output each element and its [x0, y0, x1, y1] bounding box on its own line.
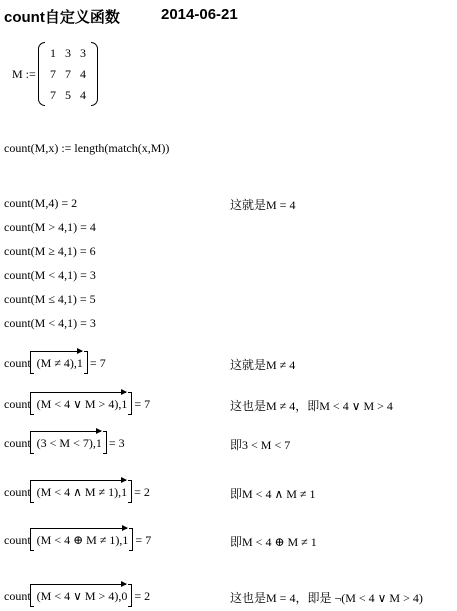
result: = 7	[86, 356, 106, 370]
vectorized-condition: (M < 4 ∨ M > 4)	[36, 589, 119, 603]
argument: ,1	[73, 356, 83, 370]
function-definition: count(M,x) := length(match(x,M))	[4, 141, 170, 155]
vectorize-arrow-icon	[34, 351, 82, 352]
matrix-cell: 7	[50, 67, 56, 81]
matrix-right-paren	[91, 42, 98, 106]
expression: count(M < 4,1) = 3	[4, 268, 96, 282]
note: 这就是M ≠ 4	[230, 358, 296, 372]
matrix-left-paren	[38, 42, 45, 106]
vectorized-condition: (M < 4 ∨ M > 4)	[36, 397, 119, 411]
vectorized-condition: (M < 4 ∧ M ≠ 1)	[36, 485, 119, 499]
note: 即3 < M < 7	[230, 438, 291, 452]
vectorized-condition: (M < 4 ⊕ M ≠ 1)	[36, 533, 120, 547]
vectorize-arrow-icon	[34, 480, 126, 481]
expression: count(M < 4,1) = 3	[4, 316, 96, 330]
note: 这也是M = 4，即是 ¬(M < 4 ∨ M > 4)	[230, 591, 423, 605]
matrix-M	[38, 42, 98, 106]
vectorized-condition: (M ≠ 4)	[36, 356, 74, 370]
expression: count(M,4) = 2	[4, 196, 78, 210]
argument: ,1	[119, 533, 129, 547]
vectorize-bracket	[31, 436, 106, 451]
matrix-cell: 5	[65, 88, 71, 102]
vectorize-arrow-icon	[34, 431, 101, 432]
argument: ,0	[118, 589, 128, 603]
function-name: count	[4, 356, 31, 370]
matrix-cell: 4	[80, 67, 86, 81]
argument: ,1	[92, 436, 102, 450]
vectorized-expression	[4, 356, 106, 371]
argument: ,1	[118, 397, 128, 411]
note: 这就是M = 4	[230, 198, 296, 212]
result: = 2	[131, 485, 150, 499]
matrix-cell: 4	[80, 88, 86, 102]
argument: ,1	[118, 485, 128, 499]
matrix-cell: 3	[65, 46, 71, 60]
vectorized-expression	[4, 436, 125, 451]
page-title: count自定义函数	[4, 9, 120, 26]
vectorize-bracket	[31, 356, 87, 371]
vectorize-bracket	[31, 485, 131, 500]
vectorized-expression	[4, 533, 151, 548]
vectorized-expression	[4, 589, 150, 604]
expression: count(M ≥ 4,1) = 6	[4, 244, 96, 258]
page-date: 2014-06-21	[161, 6, 238, 23]
vectorize-arrow-icon	[34, 528, 128, 529]
vectorize-bracket	[31, 589, 132, 604]
result: = 3	[105, 436, 125, 450]
matrix-cell: 3	[80, 46, 86, 60]
expression: count(M > 4,1) = 4	[4, 220, 96, 234]
vectorized-expression	[4, 397, 150, 412]
vectorize-bracket	[31, 533, 133, 548]
function-name: count	[4, 485, 31, 499]
result: = 7	[132, 533, 152, 547]
function-name: count	[4, 436, 31, 450]
result: = 7	[131, 397, 151, 411]
vectorized-condition: (3 < M < 7)	[36, 436, 93, 450]
vectorize-arrow-icon	[34, 392, 127, 393]
matrix-cell: 1	[50, 46, 56, 60]
matrix-cell: 7	[65, 67, 71, 81]
note: 即M < 4 ∧ M ≠ 1	[230, 487, 316, 501]
note: 即M < 4 ⊕ M ≠ 1	[230, 535, 317, 549]
matrix-label: M :=	[12, 67, 36, 81]
matrix-cell: 7	[50, 88, 56, 102]
function-name: count	[4, 589, 31, 603]
result: = 2	[131, 589, 151, 603]
function-name: count	[4, 397, 31, 411]
expression: count(M ≤ 4,1) = 5	[4, 292, 96, 306]
function-name: count	[4, 533, 31, 547]
vectorized-expression	[4, 485, 150, 500]
note: 这也是M ≠ 4，即M < 4 ∨ M > 4	[230, 399, 393, 413]
vectorize-bracket	[31, 397, 132, 412]
vectorize-arrow-icon	[34, 584, 127, 585]
